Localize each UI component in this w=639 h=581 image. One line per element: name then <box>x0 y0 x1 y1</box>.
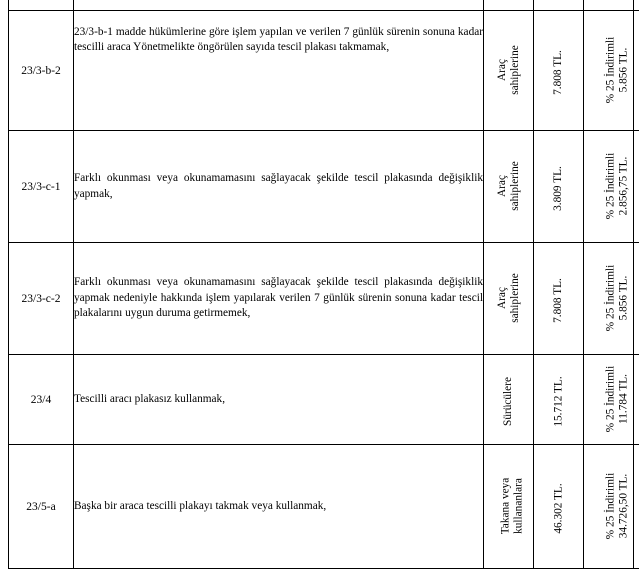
discount-line-1: % 25 İndirimli <box>604 365 617 433</box>
addressee-cell <box>484 355 534 445</box>
addressee-line-1: Takana veya <box>499 477 512 535</box>
article-cell: 23/3-b-2 <box>9 11 74 131</box>
discount-cell <box>584 0 634 11</box>
article-cell: 23/4 <box>9 355 74 445</box>
discount-cell <box>584 445 634 569</box>
extra-column-cell <box>634 11 639 131</box>
traffic-fines-table <box>8 0 639 569</box>
addressee-line-1: Araç <box>495 287 508 309</box>
description-text: Farklı okunması veya okunamamasını sağlayacak şekilde tescil plakasında değişiklik yapmak, <box>74 171 483 200</box>
description-text: Başka bir araca tescilli plakayı takmak veya kullanmak, <box>74 499 327 512</box>
discount-vertical-text <box>604 366 630 433</box>
description-cell <box>74 445 484 569</box>
description-text: Farklı okunması veya okunamamasını sağlayacak şekilde tescil plakasında değişiklik yapmak nedeniyle hakkında işlem yapılarak verilen 7 günlük sürenin sonuna kadar tescil plakalarını uygun duruma getirmemek, <box>74 276 483 320</box>
description-cell <box>74 243 484 355</box>
discount-vertical-text <box>604 153 630 220</box>
discount-line-1: % 25 İndirimli <box>604 36 617 104</box>
table-row <box>9 131 639 243</box>
discount-line-2: 5.856 TL. <box>617 47 630 93</box>
discount-line-1: % 25 İndirimli <box>604 264 617 332</box>
amount-cell <box>534 0 584 11</box>
discount-cell <box>584 131 634 243</box>
description-text: Tescilli aracı plakasız kullanmak, <box>74 392 226 405</box>
discount-line-2: 5.856 TL. <box>617 275 630 321</box>
addressee-vertical-text <box>496 161 522 211</box>
discount-vertical-text <box>604 473 630 540</box>
table-row <box>9 445 639 569</box>
discount-cell <box>584 11 634 131</box>
amount-cell <box>534 355 584 445</box>
description-cell <box>74 355 484 445</box>
addressee-line-1: Sürücülere <box>502 376 514 426</box>
addressee-line-2: sahiplerine <box>508 273 521 323</box>
addressee-cell <box>484 11 534 131</box>
addressee-vertical-text <box>502 377 515 426</box>
extra-column-cell <box>634 0 639 11</box>
discount-vertical-text <box>604 37 630 104</box>
addressee-line-1: Araç <box>495 59 508 81</box>
amount-cell <box>534 243 584 355</box>
addressee-line-2: kullananlara <box>512 478 525 534</box>
addressee-vertical-text <box>496 45 522 95</box>
article-cell: 23/5-a <box>9 445 74 569</box>
table-row <box>9 355 639 445</box>
amount-vertical-text: 46.302 TL. <box>552 482 565 534</box>
description-cell <box>74 131 484 243</box>
amount-cell <box>534 11 584 131</box>
addressee-vertical-text <box>499 478 525 535</box>
extra-column-cell <box>634 445 639 569</box>
discount-line-1: % 25 İndirimli <box>604 152 617 220</box>
description-cell <box>74 0 484 11</box>
extra-column-cell <box>634 243 639 355</box>
discount-line-1: % 25 İndirimli <box>604 472 617 540</box>
addressee-line-1: Araç <box>495 175 508 197</box>
table-row <box>9 243 639 355</box>
discount-cell <box>584 243 634 355</box>
discount-line-2: 2.856,75 TL. <box>617 156 630 216</box>
extra-column-cell <box>634 355 639 445</box>
addressee-cell <box>484 243 534 355</box>
addressee-vertical-text <box>496 273 522 323</box>
description-text: 23/3-b-1 madde hükümlerine göre işlem yapılan ve verilen 7 günlük sürenin sonuna kadar tescilli araca Yönetmelikte öngörülen sayıda tescil plakası takmamak, <box>74 25 483 54</box>
amount-cell <box>534 131 584 243</box>
table-row-top-fragment <box>9 0 639 11</box>
article-cell <box>9 0 74 11</box>
amount-cell <box>534 445 584 569</box>
table-row <box>9 11 639 131</box>
addressee-line-2: sahiplerine <box>508 45 521 95</box>
addressee-line-2: sahiplerine <box>508 161 521 211</box>
amount-vertical-text: 3.809 TL. <box>551 165 564 211</box>
extra-column-cell <box>634 131 639 243</box>
discount-line-2: 34.726,50 TL. <box>617 473 630 539</box>
amount-vertical-text: 7.808 TL. <box>551 49 564 95</box>
addressee-cell <box>484 0 534 11</box>
article-cell: 23/3-c-2 <box>9 243 74 355</box>
article-cell: 23/3-c-1 <box>9 131 74 243</box>
description-cell <box>74 11 484 131</box>
discount-cell <box>584 355 634 445</box>
amount-vertical-text: 7.808 TL. <box>551 277 564 323</box>
discount-line-2: 11.784 TL. <box>617 374 630 424</box>
addressee-cell <box>484 445 534 569</box>
amount-vertical-text: 15.712 TL. <box>552 375 565 427</box>
addressee-cell <box>484 131 534 243</box>
discount-vertical-text <box>604 265 630 332</box>
